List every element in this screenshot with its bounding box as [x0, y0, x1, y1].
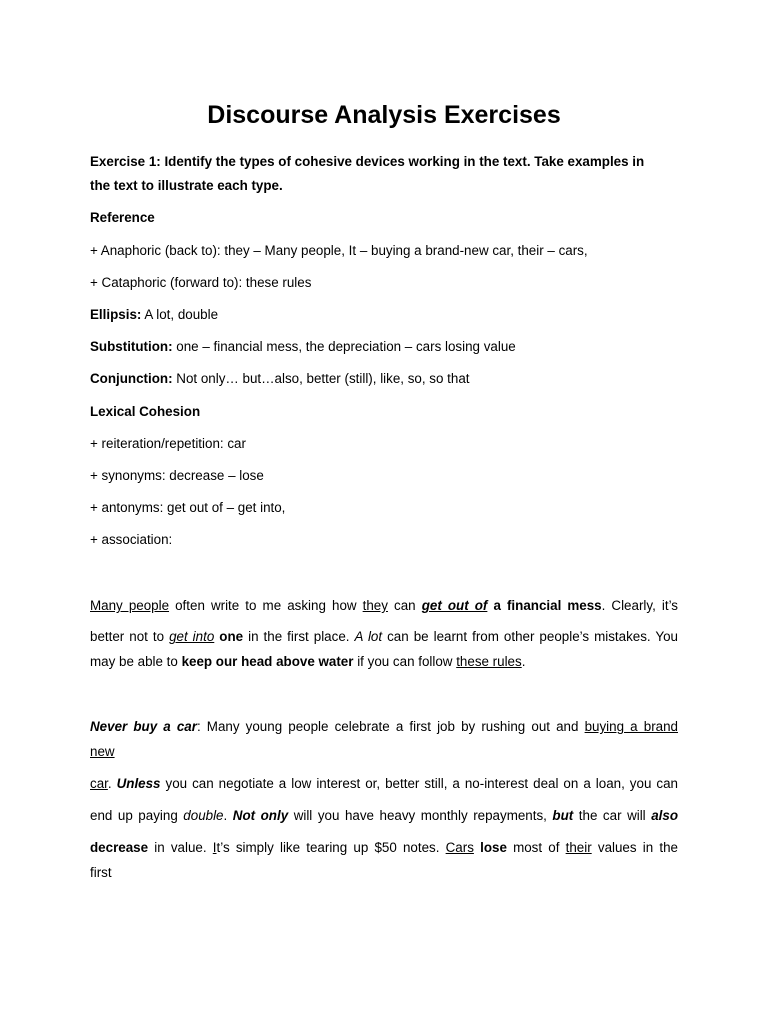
- page-title: Discourse Analysis Exercises: [207, 101, 561, 129]
- conjunction-line: [90, 370, 678, 388]
- text-run: lose: [480, 840, 507, 855]
- text-run: but: [552, 808, 574, 823]
- substitution-label: Substitution:: [90, 339, 173, 354]
- text-run: .: [521, 654, 526, 669]
- conjunction-label: Conjunction:: [90, 371, 173, 386]
- exercise-instruction-line-2: the text to illustrate each type.: [90, 178, 283, 193]
- passage-line: [90, 718, 678, 736]
- exercise-instruction-line-1: Exercise 1: Identify the types of cohesive devices working in the text. Take examples in: [90, 154, 645, 169]
- ellipsis-label: Ellipsis:: [90, 307, 142, 322]
- text-run: can be learnt from other people’s mistakes. You: [382, 629, 678, 644]
- text-run: you can negotiate a low interest or, better still, a no-interest deal on a loan, you can: [160, 776, 678, 791]
- text-run: Many people: [90, 598, 170, 613]
- text-run: in the first place.: [243, 629, 355, 644]
- text-run: better not to: [90, 629, 170, 644]
- text-run: the car will: [573, 808, 652, 823]
- text-run: car: [90, 776, 108, 791]
- text-run: Never buy a car: [90, 719, 197, 734]
- text-run: : Many young people celebrate a first job by rushing out and: [196, 719, 585, 734]
- text-run: new: [90, 744, 115, 759]
- text-run: if you can follow: [353, 654, 457, 669]
- association-item: + association:: [90, 532, 173, 547]
- passage-line: [90, 864, 678, 882]
- text-run: .: [107, 776, 117, 791]
- text-run: can: [387, 598, 422, 613]
- passage-line: [90, 839, 678, 857]
- text-run: first: [90, 865, 112, 880]
- passage-line: [90, 597, 678, 615]
- text-run: Unless: [116, 776, 161, 791]
- text-run: buying a brand: [584, 719, 678, 734]
- text-run: A lot: [354, 629, 383, 644]
- synonyms-item: + synonyms: decrease – lose: [90, 468, 264, 483]
- text-run: they: [362, 598, 388, 613]
- text-run: double: [183, 808, 224, 823]
- text-run: keep our head above water: [181, 654, 354, 669]
- antonyms-item: + antonyms: get out of – get into,: [90, 500, 286, 515]
- substitution-line: [90, 338, 678, 356]
- text-run: decrease: [90, 840, 149, 855]
- passage-line: [90, 807, 678, 825]
- passage-line: [90, 743, 678, 761]
- lexical-cohesion-heading: Lexical Cohesion: [90, 404, 201, 419]
- text-run: get into: [169, 629, 215, 644]
- text-run: in value.: [148, 840, 213, 855]
- text-run: one: [214, 629, 244, 644]
- text-run: a financial mess: [487, 598, 602, 613]
- text-run: these rules: [456, 654, 522, 669]
- text-run: t’s simply like tearing up $50 notes.: [216, 840, 446, 855]
- text-run: Cars: [445, 840, 474, 855]
- text-run: will you have heavy monthly repayments,: [288, 808, 553, 823]
- passage-line: [90, 775, 678, 793]
- text-run: may be able to: [90, 654, 182, 669]
- text-run: their: [565, 840, 592, 855]
- text-run: .: [223, 808, 233, 823]
- passage-line: [90, 628, 678, 646]
- conjunction-text: Not only… but…also, better (still), like, so, so that: [172, 371, 470, 386]
- text-run: I: [212, 840, 217, 855]
- cataphoric-item: + Cataphoric (forward to): these rules: [90, 275, 312, 290]
- substitution-text: one – financial mess, the depreciation – cars losing value: [172, 339, 516, 354]
- text-run: values in the: [591, 840, 678, 855]
- ellipsis-line: [90, 306, 678, 324]
- anaphoric-item: + Anaphoric (back to): they – Many people, It – buying a brand-new car, their – cars,: [90, 243, 588, 258]
- text-run: Not only: [232, 808, 289, 823]
- text-run: . Clearly, it’s: [601, 598, 678, 613]
- text-run: also: [651, 808, 678, 823]
- reiteration-item: + reiteration/repetition: car: [90, 436, 246, 451]
- text-run: end up paying: [90, 808, 184, 823]
- reference-heading: Reference: [90, 210, 155, 225]
- passage-line: [90, 653, 678, 671]
- text-run: most of: [506, 840, 566, 855]
- text-run: often write to me asking how: [169, 598, 363, 613]
- text-run: get out of: [421, 598, 488, 613]
- ellipsis-text: A lot, double: [141, 307, 219, 322]
